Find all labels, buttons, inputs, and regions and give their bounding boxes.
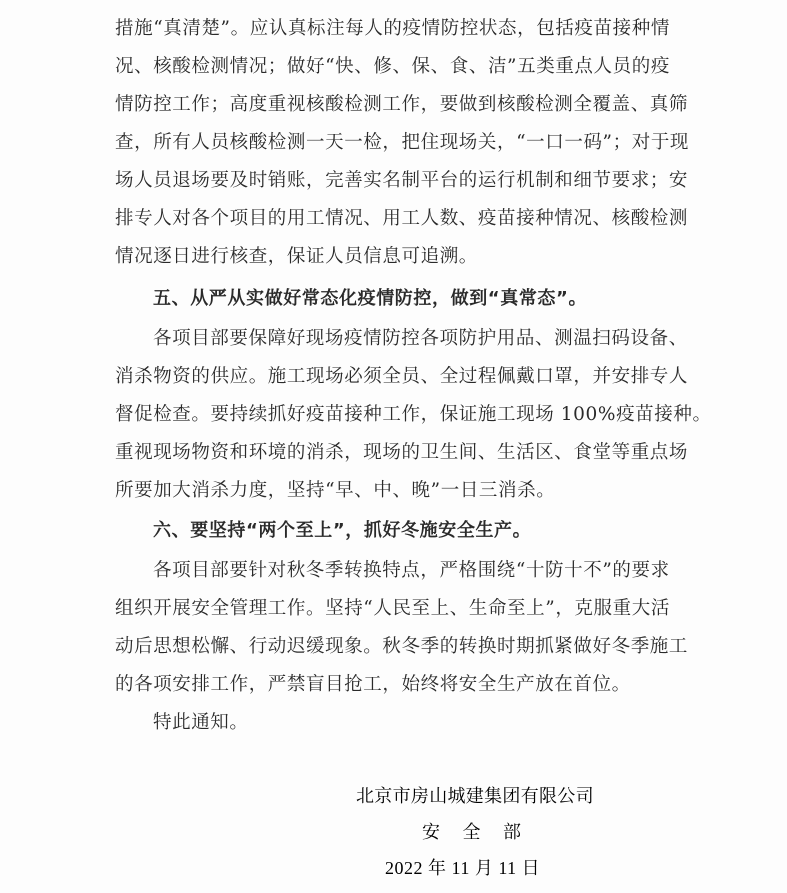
section-heading-6: 六、要坚持“两个至上”，抓好冬施安全生产。: [153, 520, 532, 541]
body-line: 场人员退场要及时销账，完善实名制平台的运行机制和细节要求；安: [115, 170, 689, 191]
body-line: 排专人对各个项目的用工情况、用工人数、疫苗接种情况、核酸检测: [115, 208, 689, 229]
body-line: 情防控工作；高度重视核酸检测工作，要做到核酸检测全覆盖、真筛: [115, 94, 689, 115]
signature-department: 安 全 部: [422, 822, 527, 842]
closing-line: 特此通知。: [153, 712, 249, 733]
body-line: 督促检查。要持续抓好疫苗接种工作，保证施工现场 100%疫苗接种。: [115, 404, 712, 425]
body-line: 组织开展安全管理工作。坚持“人民至上、生命至上”，克服重大活: [115, 598, 670, 619]
body-line: 所要加大消杀力度，坚持“早、中、晚”一日三消杀。: [115, 480, 556, 501]
body-line: 况、核酸检测情况；做好“快、修、保、食、洁”五类重点人员的疫: [115, 56, 670, 77]
body-line: 情况逐日进行核查，保证人员信息可追溯。: [115, 246, 478, 267]
signature-organization: 北京市房山城建集团有限公司: [356, 786, 594, 807]
body-line: 的各项安排工作，严禁盲目抢工，始终将安全生产放在首位。: [115, 674, 631, 695]
body-line: 重视现场物资和环境的消杀，现场的卫生间、生活区、食堂等重点场: [115, 442, 689, 463]
paragraph-first-line: 各项目部要针对秋冬季转换特点，严格围绕“十防十不”的要求: [153, 560, 670, 581]
body-line: 查，所有人员核酸检测一天一检，把住现场关，“一口一码”；对于现: [115, 132, 690, 153]
body-line: 动后思想松懈、行动迟缓现象。秋冬季的转换时期抓紧做好冬季施工: [115, 636, 689, 657]
section-heading-5: 五、从严从实做好常态化疫情防控，做到“真常态”。: [153, 288, 588, 309]
body-line: 消杀物资的供应。施工现场必须全员、全过程佩戴口罩，并安排专人: [115, 366, 689, 387]
body-line: 措施“真清楚”。应认真标注每人的疫情防控状态，包括疫苗接种情: [115, 18, 670, 39]
paragraph-first-line: 各项目部要保障好现场疫情防控各项防护用品、测温扫码设备、: [153, 328, 688, 349]
signature-date: 2022 年 11 月 11 日: [385, 858, 541, 878]
